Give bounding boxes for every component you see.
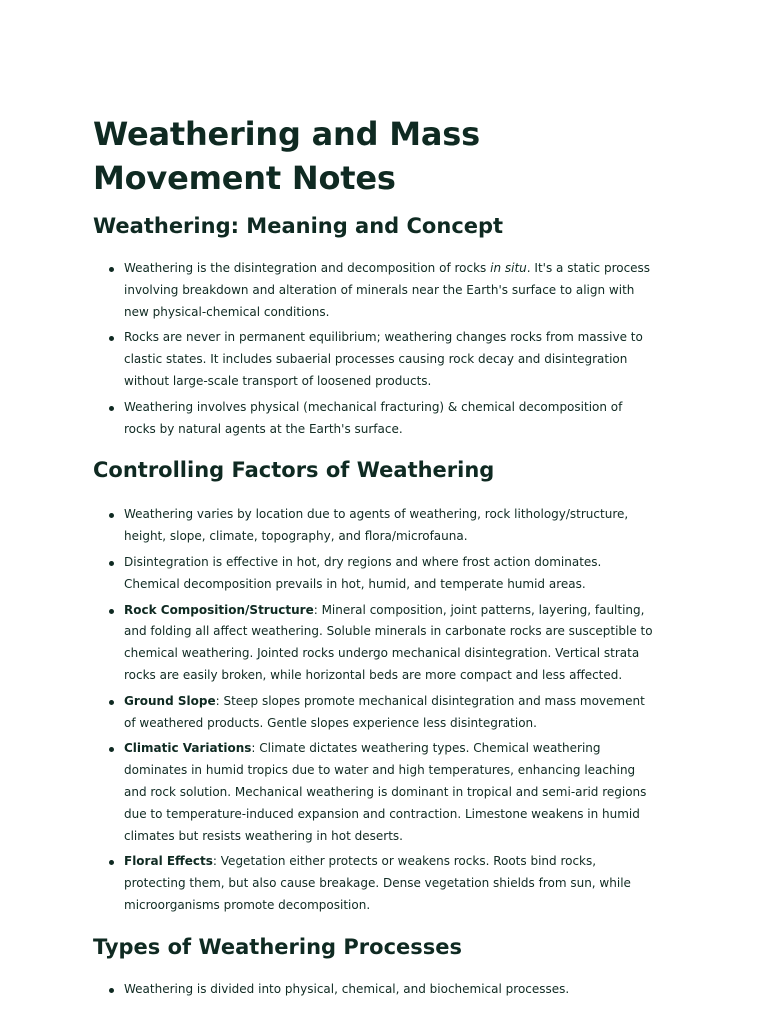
list-item-text: : Climate dictates weathering types. Chemical weathering dominates in humid tropics due to water and high temperatures, enhancing leaching and rock solution. Mechanical weathering is dominant in tropical and semi-arid regions due to temperature-induced expansion and contraction. Limestone weakens in humid climates but resists weathering in hot deserts. bbox=[124, 741, 647, 843]
section-heading-controlling-factors: Controlling Factors of Weathering bbox=[93, 458, 495, 483]
list-item bbox=[124, 979, 653, 1001]
list-item-text: : Steep slopes promote mechanical disintegration and mass movement of weathered products. Gentle slopes experience less disintegration. bbox=[124, 693, 645, 730]
page-title: Weathering and Mass Movement Notes bbox=[93, 115, 480, 197]
controlling-factors-list bbox=[93, 504, 653, 916]
list-item bbox=[124, 327, 653, 392]
list-item-text: Rocks are never in permanent equilibrium; weathering changes rocks from massive to clastic states. It includes subaerial processes causing rock decay and disintegration without large-scale transport of loosened products. bbox=[124, 330, 643, 388]
list-item-text: Disintegration is effective in hot, dry regions and where frost action dominates. Chemical decomposition prevails in hot, humid, and temperate humid areas. bbox=[124, 554, 602, 591]
list-item-emphasis: in situ bbox=[490, 261, 527, 275]
list-item bbox=[124, 552, 653, 596]
meaning-list bbox=[93, 258, 653, 440]
list-item-term: Floral Effects bbox=[124, 854, 213, 869]
list-item-text: . It's a static process involving breakdown and alteration of minerals near the Earth's surface to align with new physical-chemical conditions. bbox=[124, 261, 651, 319]
document-body bbox=[93, 112, 653, 1005]
list-item-term: Rock Composition/Structure bbox=[124, 602, 314, 617]
list-item bbox=[124, 691, 653, 735]
types-list bbox=[93, 979, 653, 1001]
list-item-text: Weathering is the disintegration and decomposition of rocks bbox=[124, 261, 491, 275]
list-item-text: Weathering varies by location due to agents of weathering, rock lithology/structure, height, slope, climate, topography, and flora/microfauna. bbox=[124, 507, 629, 544]
section-heading-types: Types of Weathering Processes bbox=[93, 934, 462, 959]
list-item-text: : Mineral composition, joint patterns, layering, faulting, and folding all affect weathering. Soluble minerals in carbonate rocks are susceptible to chemical weathering. Jointed rocks undergo mechanical disintegration. Vertical strata rocks are easily broken, while horizontal beds are more compact and less affected. bbox=[124, 602, 653, 682]
list-item bbox=[124, 504, 653, 548]
list-item-text: Weathering involves physical (mechanical fracturing) & chemical decomposition of rocks by natural agents at the Earth's surface. bbox=[124, 399, 623, 436]
list-item bbox=[124, 600, 653, 687]
list-item bbox=[124, 738, 653, 847]
list-item-text: Weathering is divided into physical, chemical, and biochemical processes. bbox=[124, 981, 570, 996]
list-item-text: : Vegetation either protects or weakens rocks. Roots bind rocks, protecting them, but also cause breakage. Dense vegetation shields from sun, while microorganisms promote decomposition. bbox=[124, 854, 631, 912]
list-item bbox=[124, 397, 653, 441]
list-item bbox=[124, 851, 653, 916]
list-item bbox=[124, 258, 653, 323]
list-item-term: Ground Slope bbox=[124, 693, 216, 708]
list-item-term: Climatic Variations bbox=[124, 741, 252, 756]
section-heading-meaning: Weathering: Meaning and Concept bbox=[93, 214, 504, 238]
